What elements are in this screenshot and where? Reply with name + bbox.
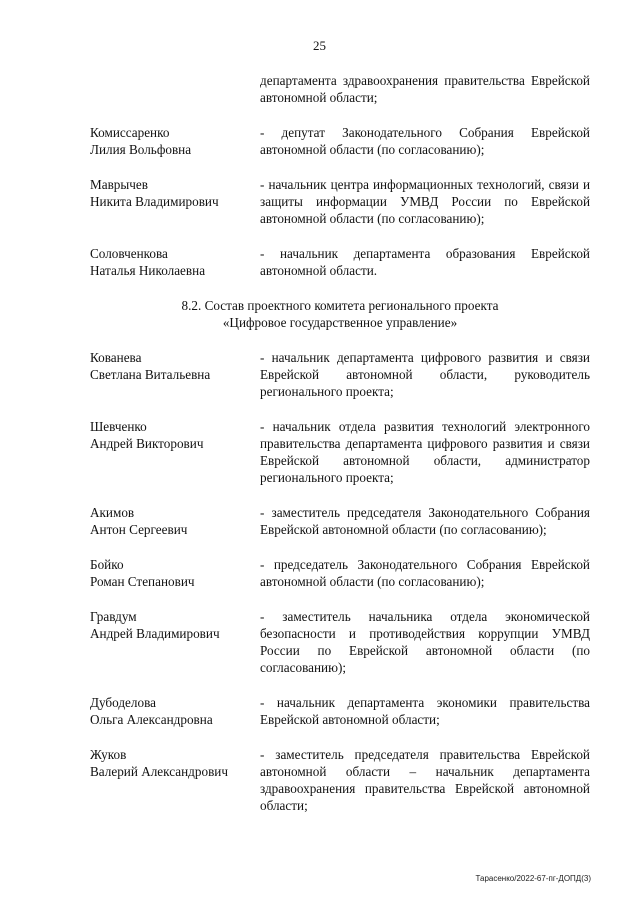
member-name xyxy=(90,72,260,106)
section-title-line-2: «Цифровое государственное управление» xyxy=(222,315,458,330)
member-given-names: Роман Степанович xyxy=(90,574,195,589)
member-row xyxy=(90,694,590,728)
member-role: - председатель Законодательного Собрания Еврейской автономной области (по согласованию); xyxy=(260,557,590,589)
member-name xyxy=(90,176,260,227)
member-role: - начальник департамента цифрового развития и связи Еврейской автономной области, руководитель регионального проекта; xyxy=(260,350,590,399)
member-surname: Акимов xyxy=(90,505,135,520)
member-name xyxy=(90,608,260,676)
member-role: - начальник центра информационных технологий, связи и защиты информации УМВД России по Еврейской автономной области (по согласованию); xyxy=(260,177,590,226)
member-name xyxy=(90,245,260,279)
member-row xyxy=(90,176,590,227)
member-name xyxy=(90,418,260,486)
member-row xyxy=(90,746,590,814)
member-given-names: Лилия Вольфовна xyxy=(90,142,192,157)
row-spacer xyxy=(90,158,590,176)
member-list-bottom xyxy=(90,349,590,814)
member-role: - начальник отдела развития технологий электронного правительства департамента цифрового развития и связи Еврейской автономной области, администратор регионального проекта; xyxy=(260,419,590,485)
member-row xyxy=(90,608,590,676)
member-row xyxy=(90,72,590,106)
member-surname: Шевченко xyxy=(90,419,147,434)
document-code: Тарасенко/2022-67-пг-ДОПД(3) xyxy=(475,874,591,883)
member-role: департамента здравоохранения правительства Еврейской автономной области; xyxy=(260,73,590,105)
row-spacer xyxy=(90,590,590,608)
member-given-names: Андрей Викторович xyxy=(90,436,204,451)
document-body xyxy=(90,72,590,814)
member-name xyxy=(90,746,260,814)
row-spacer xyxy=(90,400,590,418)
row-spacer xyxy=(90,486,590,504)
member-surname: Гравдум xyxy=(90,609,137,624)
member-surname: Дубоделова xyxy=(90,695,156,710)
member-row xyxy=(90,245,590,279)
member-role: - заместитель председателя правительства Еврейской автономной области – начальник департамента здравоохранения правительства Еврейской автономной области; xyxy=(260,747,590,813)
member-surname: Кованева xyxy=(90,350,142,365)
member-name xyxy=(90,504,260,538)
member-row xyxy=(90,349,590,400)
member-surname: Соловченкова xyxy=(90,246,168,261)
member-surname: Маврычев xyxy=(90,177,148,192)
member-list-top xyxy=(90,72,590,279)
member-given-names: Светлана Витальевна xyxy=(90,367,211,382)
row-spacer xyxy=(90,728,590,746)
page-number: 25 xyxy=(313,38,326,53)
row-spacer xyxy=(90,106,590,124)
member-row xyxy=(90,504,590,538)
member-surname: Комиссаренко xyxy=(90,125,170,140)
member-row xyxy=(90,124,590,158)
member-role: - заместитель председателя Законодательного Собрания Еврейской автономной области (по согласованию); xyxy=(260,505,590,537)
member-given-names: Антон Сергеевич xyxy=(90,522,188,537)
member-given-names: Ольга Александровна xyxy=(90,712,213,727)
member-name xyxy=(90,124,260,158)
row-spacer xyxy=(90,538,590,556)
member-row xyxy=(90,556,590,590)
row-spacer xyxy=(90,227,590,245)
member-name xyxy=(90,349,260,400)
member-surname: Бойко xyxy=(90,557,124,572)
member-given-names: Валерий Александрович xyxy=(90,764,228,779)
member-role: - депутат Законодательного Собрания Еврейской автономной области (по согласованию); xyxy=(260,125,590,157)
member-role: - начальник департамента экономики правительства Еврейской автономной области; xyxy=(260,695,590,727)
member-row xyxy=(90,418,590,486)
member-role: - заместитель начальника отдела экономической безопасности и противодействия коррупции УМВД России по Еврейской автономной области (по согласованию); xyxy=(260,609,590,675)
member-given-names: Никита Владимирович xyxy=(90,194,219,209)
member-name xyxy=(90,556,260,590)
member-name xyxy=(90,694,260,728)
member-surname: Жуков xyxy=(90,747,127,762)
section-title-line-1: 8.2. Состав проектного комитета регионального проекта xyxy=(181,298,499,313)
member-role: - начальник департамента образования Еврейской автономной области. xyxy=(260,246,590,278)
member-given-names: Андрей Владимирович xyxy=(90,626,220,641)
section-title xyxy=(90,297,590,331)
row-spacer xyxy=(90,676,590,694)
member-given-names: Наталья Николаевна xyxy=(90,263,206,278)
